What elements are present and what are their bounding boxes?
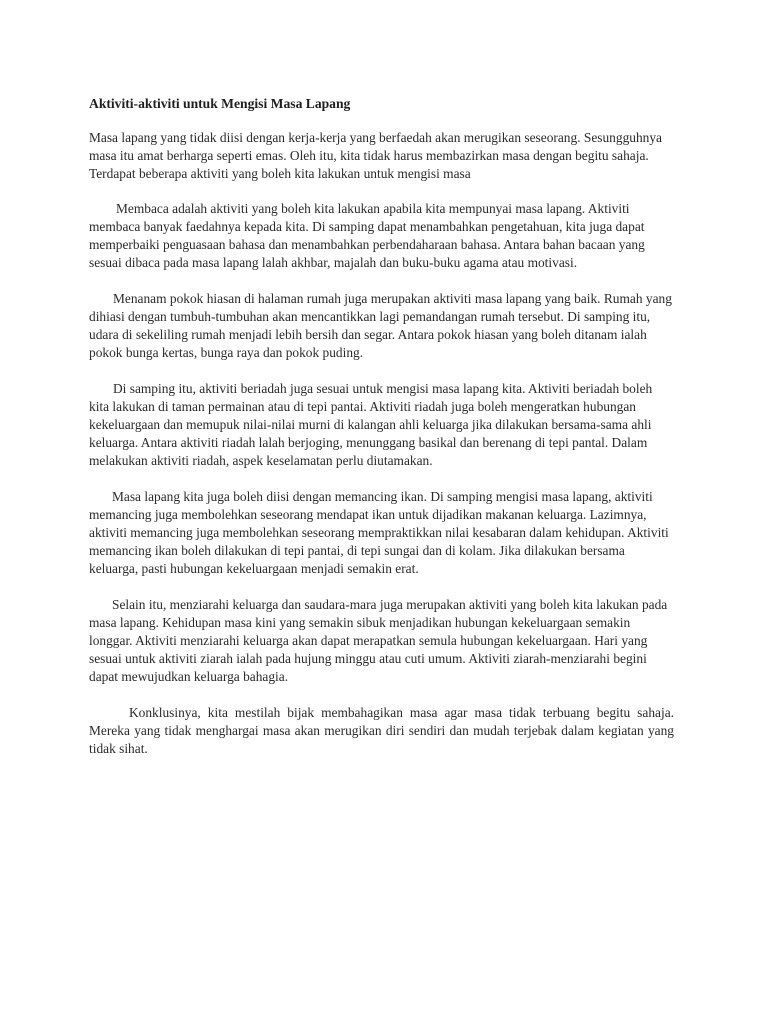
- paragraph-intro: Masa lapang yang tidak diisi dengan kerja-kerja yang berfaedah akan merugikan seseorang. Sesungguhnya masa itu amat berharga seperti emas. Oleh itu, kita tidak harus membazirkan masa dengan begitu sahaja. Terdapat beberapa aktiviti yang boleh kita lakukan untuk mengisi masa: [89, 130, 662, 181]
- document-page: [89, 95, 674, 776]
- paragraph-konklusi: Konklusinya, kita mestilah bijak membahagikan masa agar masa tidak terbuang begitu sahaja. Mereka yang tidak menghargai masa akan merugikan diri sendiri dan mudah terjebak dalam kegiatan yang tidak sihat.: [89, 705, 674, 756]
- paragraph-membaca: Membaca adalah aktiviti yang boleh kita lakukan apabila kita mempunyai masa lapang. Aktiviti membaca banyak faedahnya kepada kita. Di samping dapat menambahkan pengetahuan, kita juga dapat memperbaiki penguasaan bahasa dan menambahkan perbendaharaan bahasa. Antara bahan bacaan yang sesuai dibaca pada masa lapang lalah akhbar, majalah dan buku-buku agama atau motivasi.: [89, 201, 645, 270]
- paragraph-menanam-pokok: Menanam pokok hiasan di halaman rumah juga merupakan aktiviti masa lapang yang baik. Rumah yang dihiasi dengan tumbuh-tumbuhan akan mencantikkan lagi pemandangan rumah tersebut. Di samping itu, udara di sekeliling rumah menjadi lebih bersih dan segar. Antara pokok hiasan yang boleh ditanam ialah pokok bunga kertas, bunga raya dan pokok puding.: [89, 291, 672, 360]
- paragraph-menziarahi: Selain itu, menziarahi keluarga dan saudara-mara juga merupakan aktiviti yang boleh kita lakukan pada masa lapang. Kehidupan masa kini yang semakin sibuk menjadikan hubungan kekeluargaan semakin longgar. Aktiviti menziarahi keluarga akan dapat merapatkan semula hubungan kekeluargaan. Hari yang sesuai untuk aktiviti ziarah ialah pada hujung minggu atau cuti umum. Aktiviti ziarah-menziarahi begini dapat mewujudkan keluarga bahagia.: [89, 597, 668, 684]
- paragraph-beriadah: Di samping itu, aktiviti beriadah juga sesuai untuk mengisi masa lapang kita. Aktiviti beriadah boleh kita lakukan di taman permainan atau di tepi pantai. Aktiviti riadah juga boleh mengeratkan hubungan kekeluargaan dan memupuk nilai-nilai murni di kalangan ahli keluarga jika dilakukan bersama-sama ahli keluarga. Antara aktiviti riadah lalah berjoging, menunggang basikal dan berenang di tepi pantal. Dalam melakukan aktiviti riadah, aspek keselamatan perlu diutamakan.: [89, 381, 653, 468]
- paragraph-memancing: Masa lapang kita juga boleh diisi dengan memancing ikan. Di samping mengisi masa lapang, aktiviti memancing juga membolehkan seseorang mendapat ikan untuk dijadikan makanan keluarga. Lazimnya, aktiviti memancing juga membolehkan seseorang mempraktikkan nilai kesabaran dalam kehidupan. Aktiviti memancing ikan boleh dilakukan di tepi pantai, di tepi sungai dan di kolam. Jika dilakukan bersama keluarga, pasti hubungan kekeluargaan menjadi semakin erat.: [89, 489, 669, 576]
- document-title: Aktiviti-aktiviti untuk Mengisi Masa Lapang: [89, 96, 351, 111]
